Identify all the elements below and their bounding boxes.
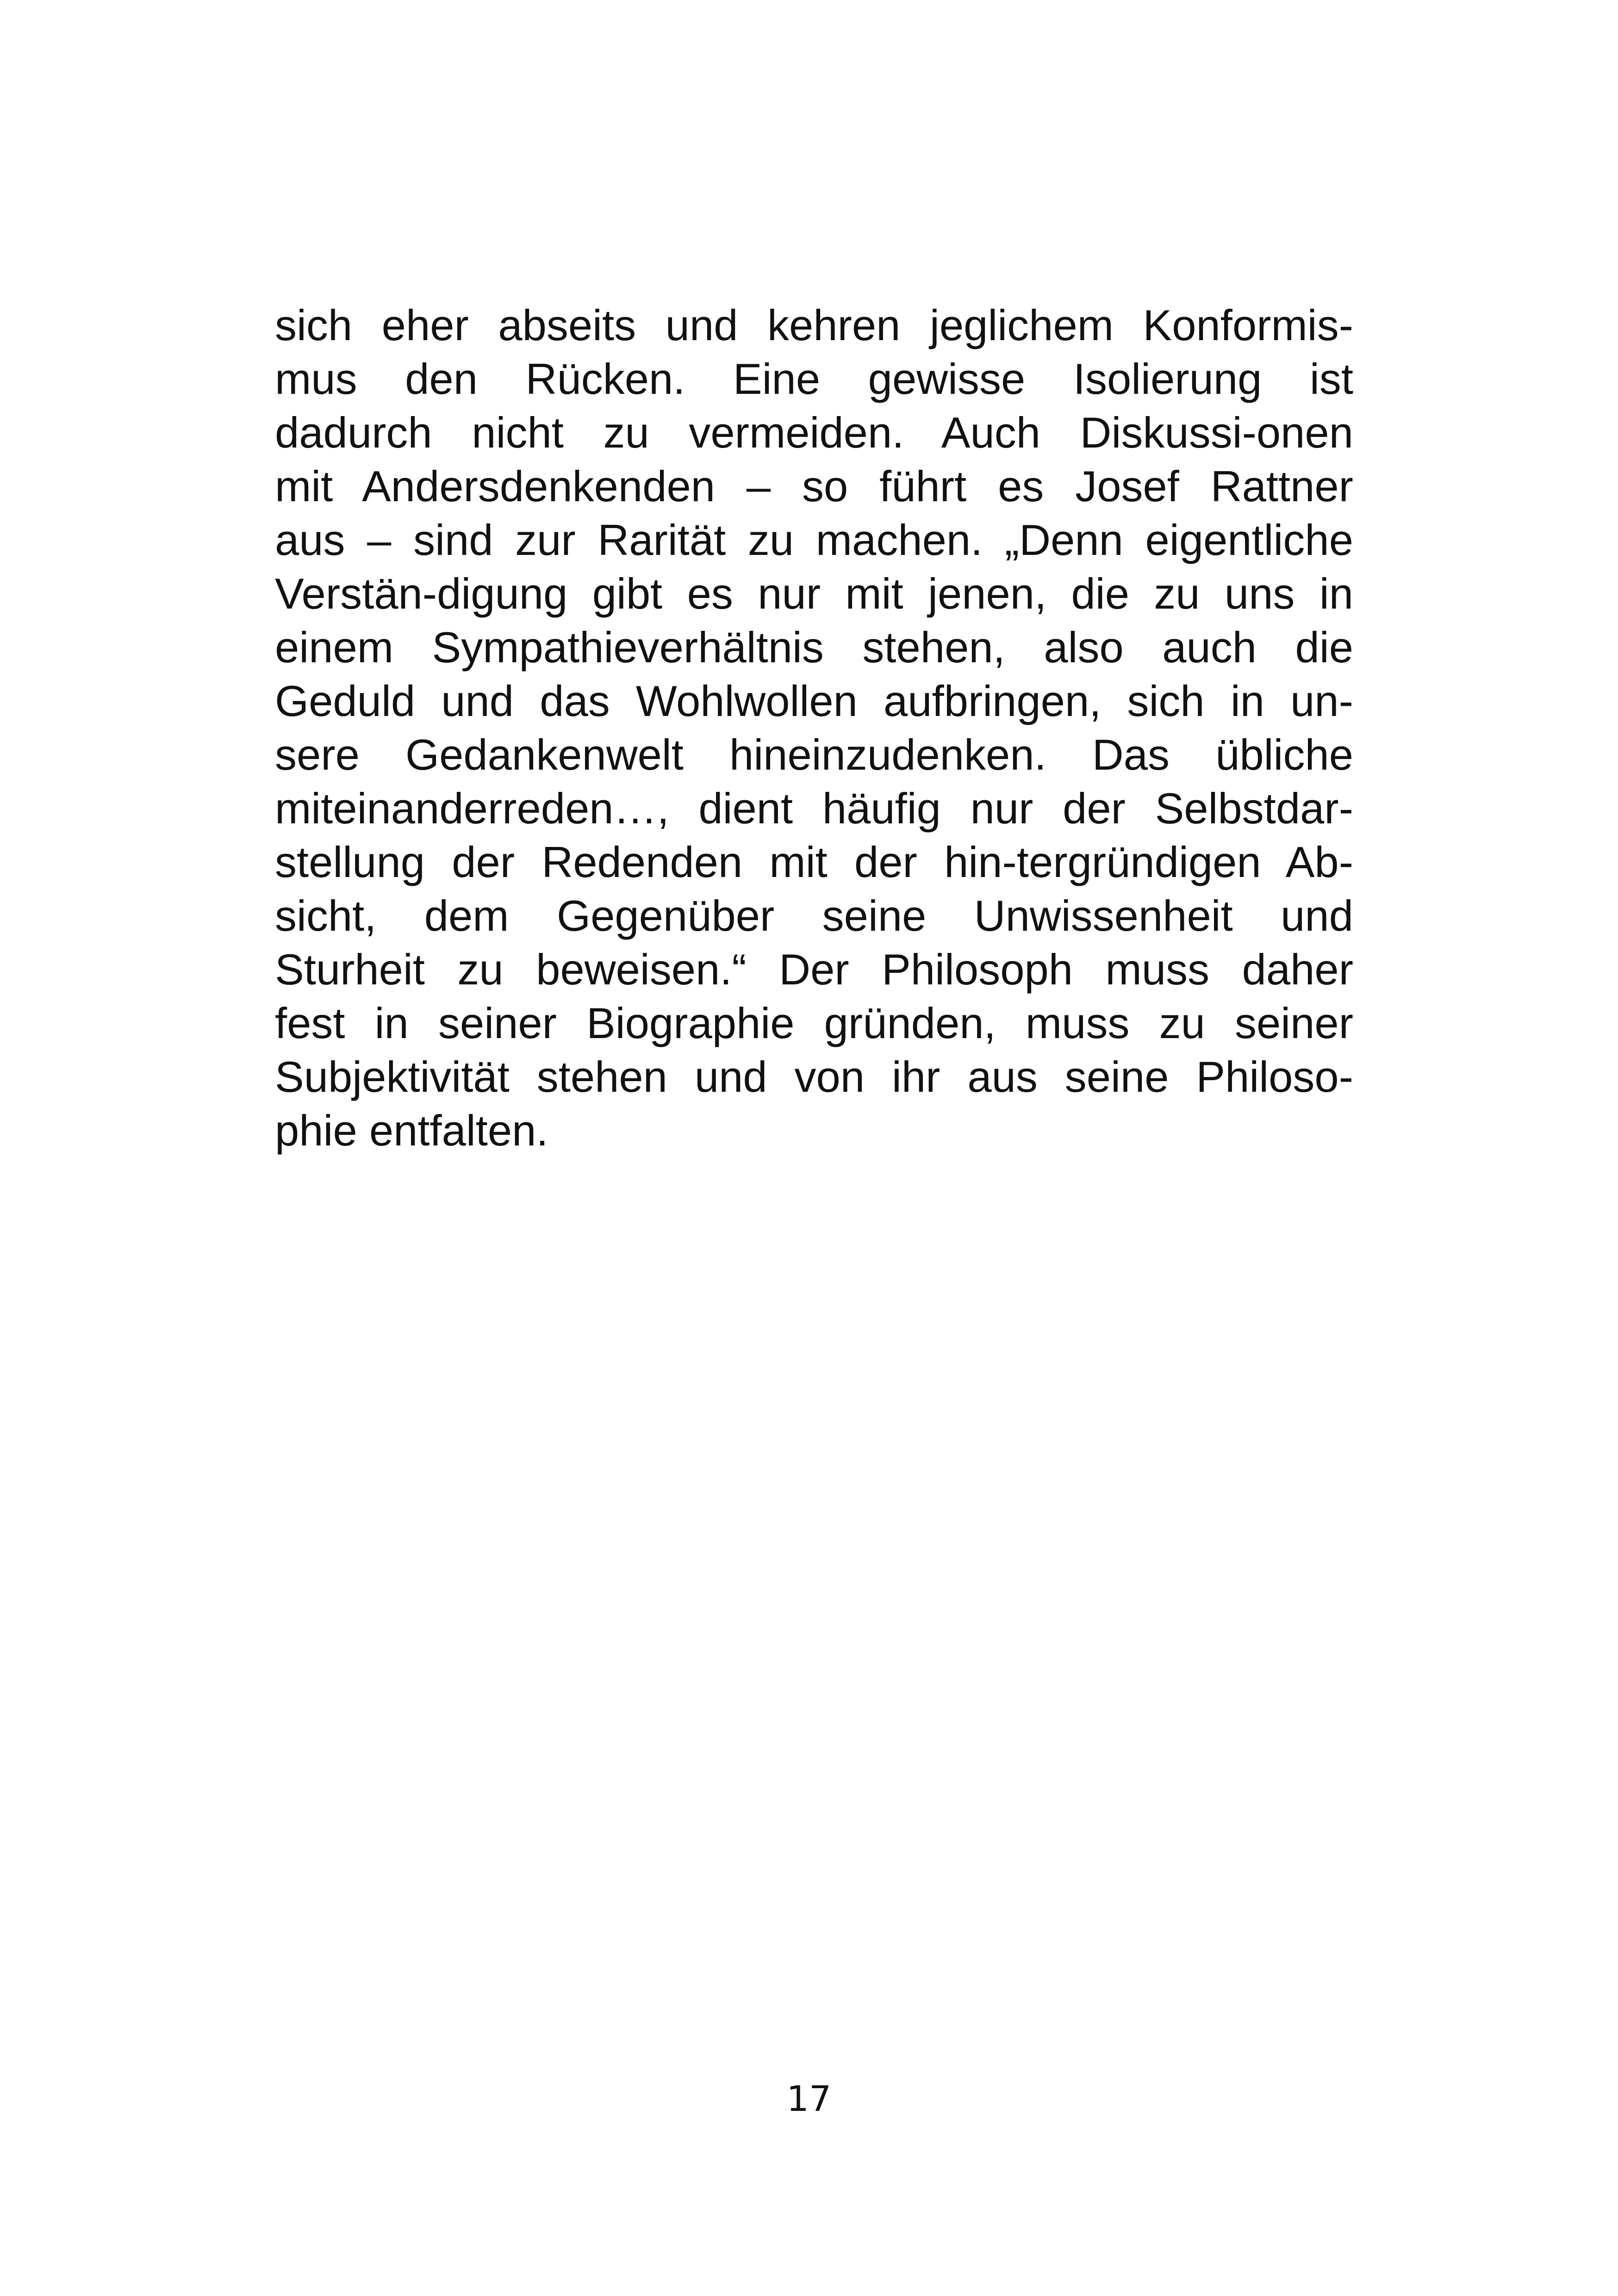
text-line: Sturheit zu beweisen.“ Der Philosoph muss daher [275, 945, 1353, 994]
text-line: stellung der Redenden mit der hin-tergründigen Ab- [275, 838, 1353, 886]
text-line: Subjektivität stehen und von ihr aus seine Philoso- [275, 1052, 1353, 1101]
text-line: aus – sind zur Rarität zu machen. „Denn eigentliche [275, 516, 1353, 564]
text-line: Geduld und das Wohlwollen aufbringen, sich in un- [275, 677, 1353, 725]
page-number: 17 [786, 2078, 832, 2119]
text-line: mus den Rücken. Eine gewisse Isolierung ist [275, 355, 1353, 403]
body-paragraph [275, 299, 1353, 1157]
text-line: sere Gedankenwelt hineinzudenken. Das übliche [275, 730, 1353, 779]
text-line: einem Sympathieverhältnis stehen, also auch die [275, 623, 1353, 672]
text-line: dadurch nicht zu vermeiden. Auch Diskussi-onen [275, 408, 1353, 457]
text-line: phie entfalten. [275, 1106, 548, 1155]
text-line: sicht, dem Gegenüber seine Unwissenheit und [275, 891, 1353, 940]
text-line: Verstän-digung gibt es nur mit jenen, die zu uns in [275, 569, 1353, 618]
text-line: fest in seiner Biographie gründen, muss zu seiner [275, 999, 1353, 1047]
text-line: sich eher abseits und kehren jeglichem Konformis- [275, 301, 1353, 349]
text-line: mit Andersdenkenden – so führt es Josef Rattner [275, 462, 1353, 510]
text-line: miteinanderreden…, dient häufig nur der Selbstdar- [275, 784, 1353, 833]
